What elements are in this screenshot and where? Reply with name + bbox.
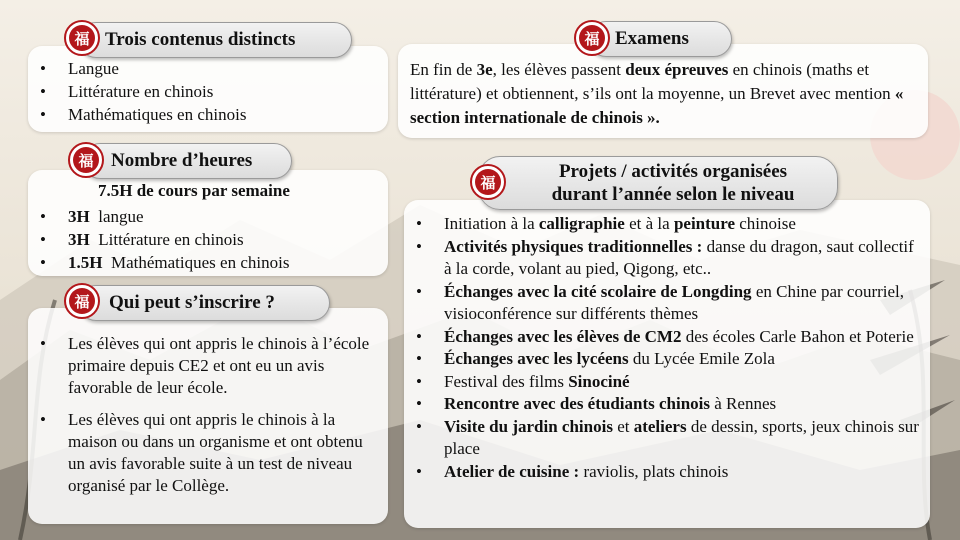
fu-seal-icon: 福 (470, 164, 506, 200)
fu-seal-icon: 福 (64, 20, 100, 56)
list-item: • Échanges avec les élèves de CM2 des écoles Carle Bahon et Poterie (404, 326, 924, 349)
section-title: Examens (615, 28, 689, 49)
list-item: • Visite du jardin chinois et ateliers de dessin, sports, jeux chinois sur place (404, 416, 924, 461)
card-examens (398, 44, 928, 138)
list-item: • Festival des films Sinociné (404, 371, 924, 394)
fu-seal-icon: 福 (574, 20, 610, 56)
card-projets (404, 200, 930, 528)
section-title: Trois contenus distincts (105, 29, 296, 50)
list-item: • Littérature en chinois (28, 80, 246, 103)
list-item: • Les élèves qui ont appris le chinois à la maison ou dans un organisme et ont obtenu un avis favorable suite à un test de niveau organisé par le Collège. (28, 409, 383, 497)
header-inscrire (78, 285, 330, 321)
list-item: • 3H langue (28, 205, 289, 228)
card-inscrire (28, 308, 388, 524)
card-contenus (28, 46, 388, 132)
list-item: • 1.5H Mathématiques en chinois (28, 251, 289, 274)
section-title: Qui peut s’inscrire ? (109, 292, 275, 313)
section-title: Nombre d’heures (111, 150, 253, 171)
header-heures (82, 143, 292, 179)
list-item: • Atelier de cuisine : raviolis, plats chinois (404, 461, 924, 484)
examens-text: En fin de 3e, les élèves passent deux épreuves en chinois (maths et littérature) et obtiennent, s’ils ont la moyenne, un Brevet avec mention « section internationale de chinois ». (410, 60, 904, 127)
section-title-line1: Projets / activités organisées (558, 161, 788, 182)
header-contenus (78, 22, 352, 58)
hours-total: 7.5H de cours par semaine (98, 181, 290, 200)
list-item: • Rencontre avec des étudiants chinois à Rennes (404, 393, 924, 416)
card-heures (28, 170, 388, 276)
fu-seal-icon: 福 (68, 142, 104, 178)
list-item: • Langue (28, 57, 246, 80)
list-item: • Initiation à la calligraphie et à la peinture chinoise (404, 213, 924, 236)
fu-seal-icon: 福 (64, 283, 100, 319)
list-item: • Activités physiques traditionnelles : danse du dragon, saut collectif à la corde, volant au pied, Qigong, etc.. (404, 236, 924, 281)
section-title-line2: durant l’année selon le niveau (551, 184, 795, 205)
list-item: • Échanges avec les lycéens du Lycée Emile Zola (404, 348, 924, 371)
list-item: • Mathématiques en chinois (28, 103, 246, 126)
list-item: • Échanges avec la cité scolaire de Longding en Chine par courriel, visioconférence sur différents thèmes (404, 281, 924, 326)
list-item: • 3H Littérature en chinois (28, 228, 289, 251)
header-projets (478, 156, 838, 210)
list-item: • Les élèves qui ont appris le chinois à l’école primaire depuis CE2 et ont eu un avis favorable de leur école. (28, 333, 383, 399)
